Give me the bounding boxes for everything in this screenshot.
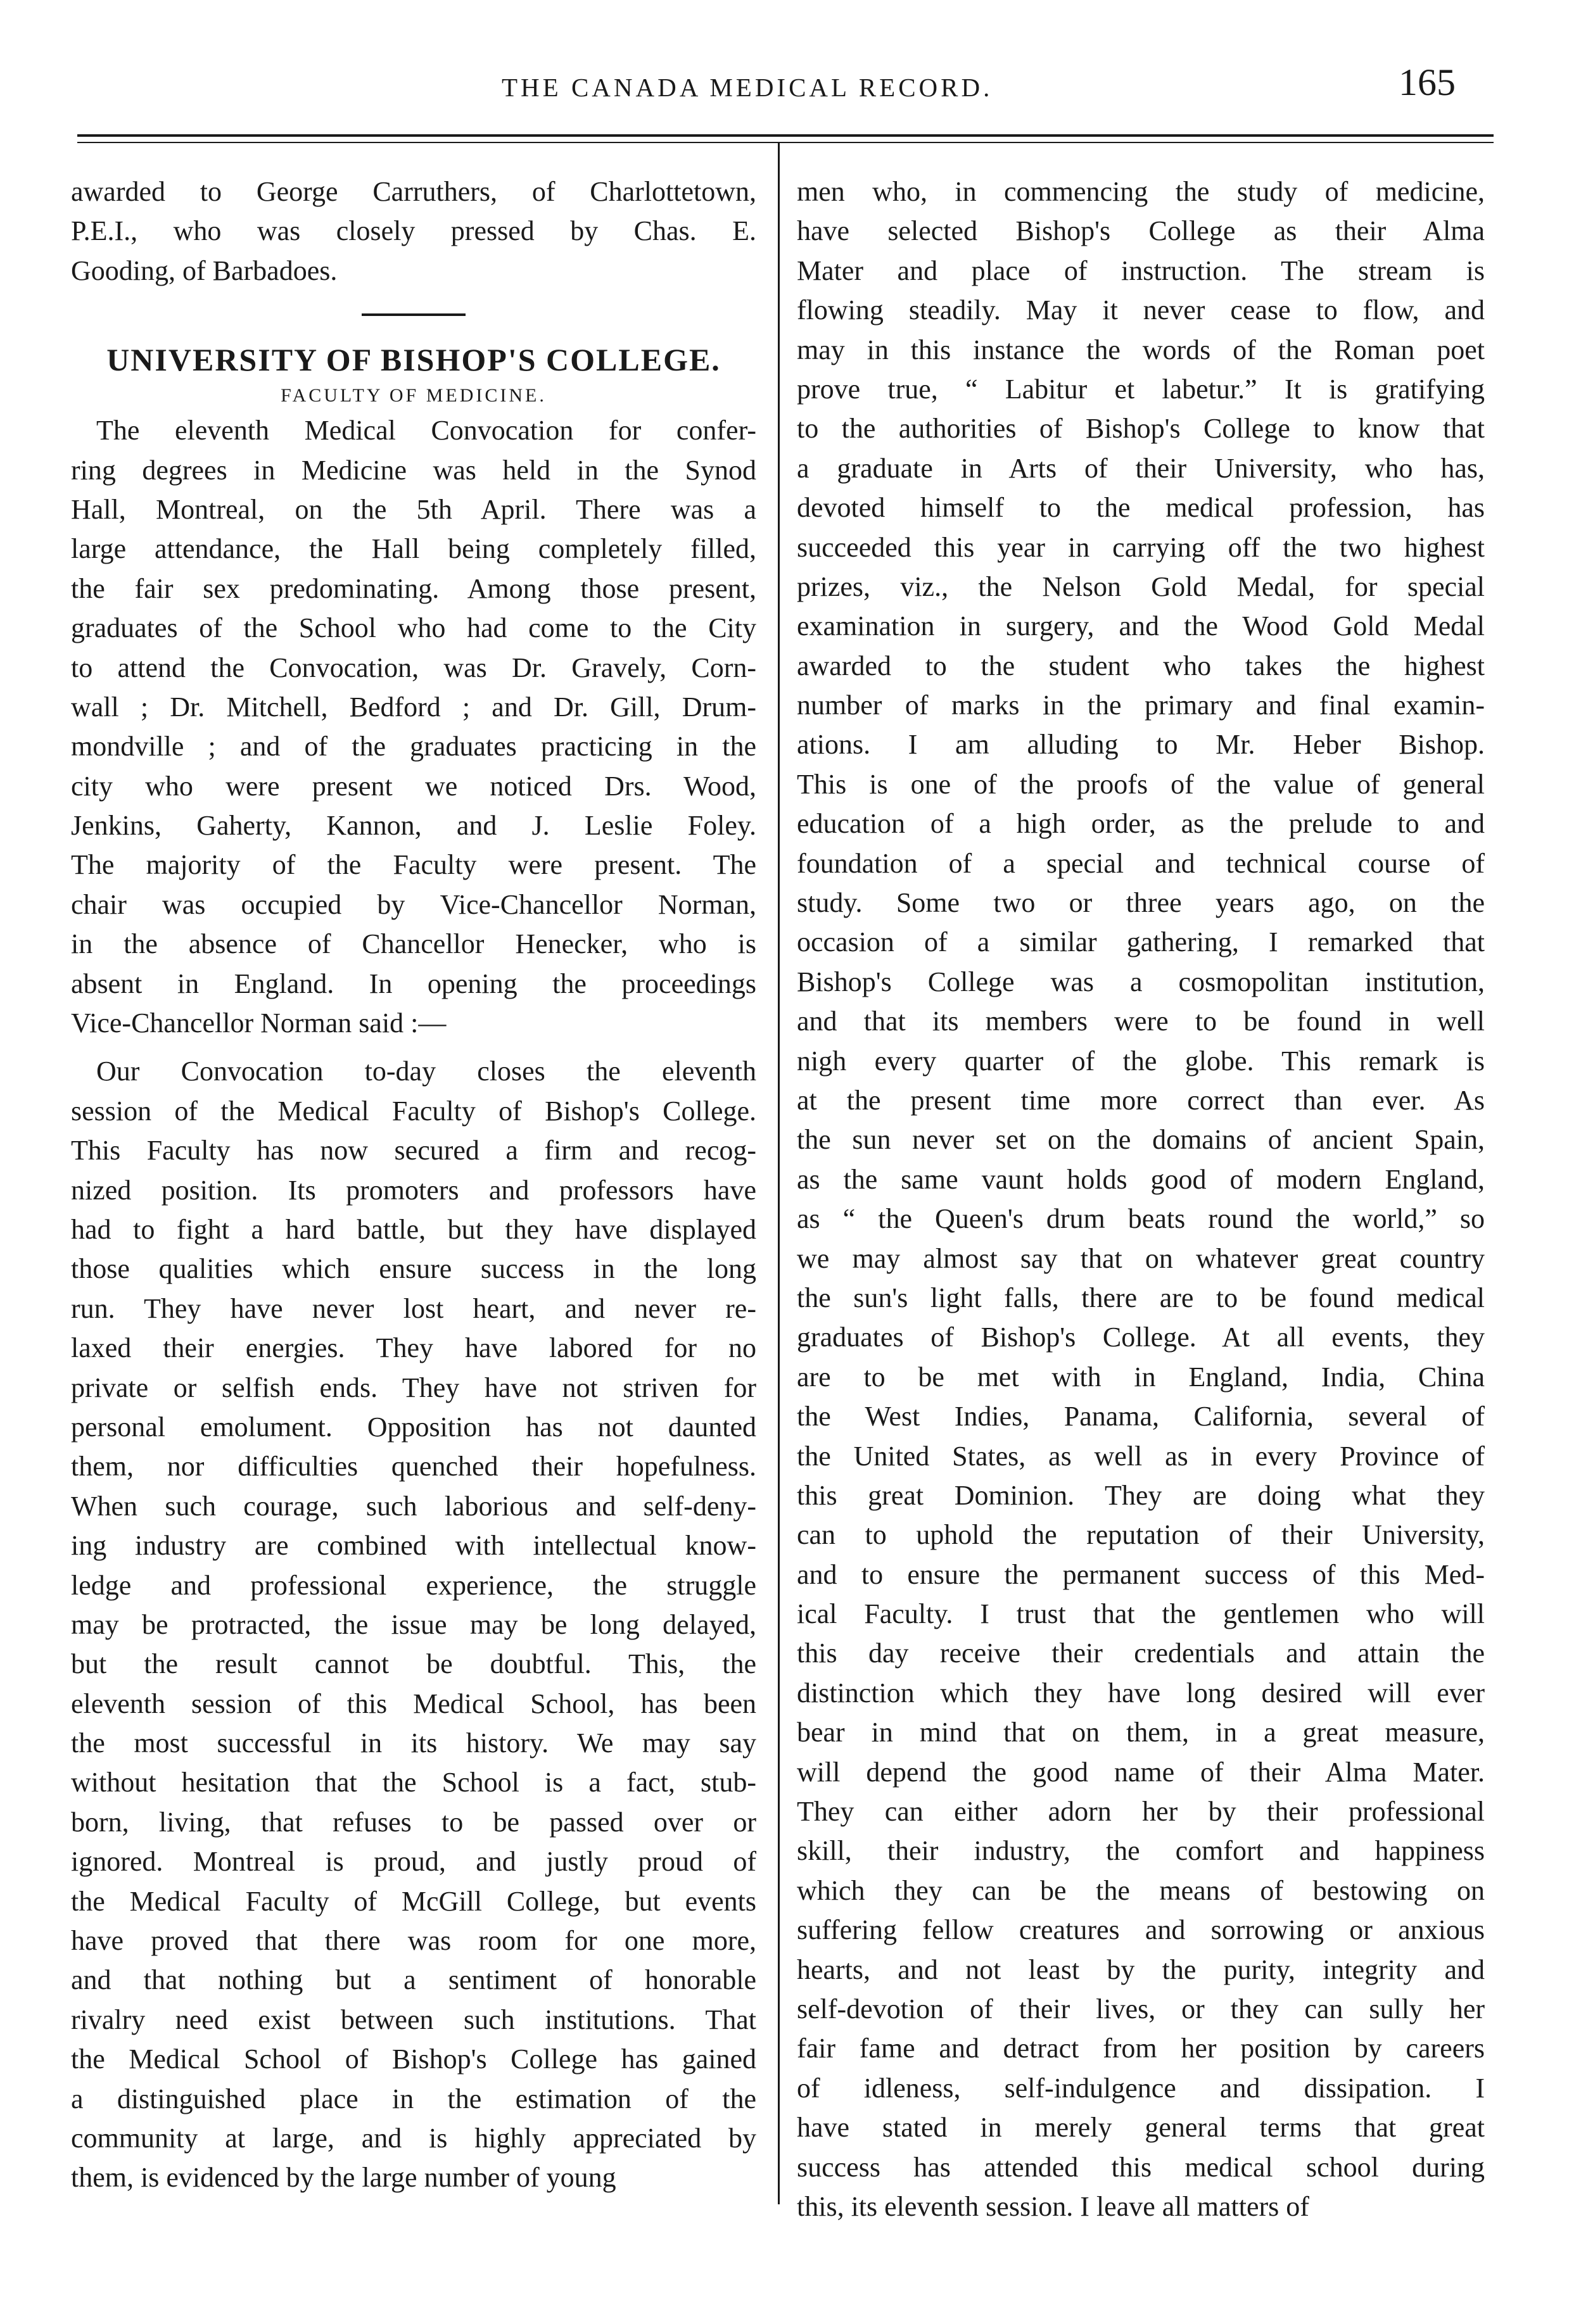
text-line: occasion of a similar gathering, I remarked that <box>797 926 1485 958</box>
text-line: laxed their energies. They have labored for no <box>71 1332 756 1364</box>
text-line: awarded to the student who takes the highest <box>797 650 1485 681</box>
text-line: This is one of the proofs of the value of general <box>797 768 1485 800</box>
text-line: bear in mind that on them, in a great measure, <box>797 1717 1485 1748</box>
text-line: to the authorities of Bishop's College to know that <box>797 413 1485 445</box>
text-line: the fair sex predominating. Among those present, <box>71 572 756 604</box>
text-line: examination in surgery, and the Wood Gold Medal <box>797 610 1485 642</box>
text-line: succeeded this year in carrying off the two highest <box>797 531 1485 563</box>
text-line: prove true, “ Labitur et labetur.” It is gratifying <box>797 373 1485 405</box>
text-line: city who were present we noticed Drs. Wood, <box>71 770 756 802</box>
text-line: chair was occupied by Vice-Chancellor Norman, <box>71 888 756 920</box>
text-line: nigh every quarter of the globe. This remark is <box>797 1045 1485 1077</box>
section-subtitle: FACULTY OF MEDICINE. <box>281 385 547 407</box>
text-line: at the present time more correct than ever. As <box>797 1084 1485 1116</box>
text-line: Vice-Chancellor Norman said :— <box>71 1007 447 1039</box>
text-line: those qualities which ensure success in the long <box>71 1253 756 1285</box>
text-line: distinction which they have long desired will ever <box>797 1677 1485 1708</box>
text-line: The eleventh Medical Convocation for confer- <box>96 415 756 446</box>
text-line: of idleness, self-indulgence and dissipation. I <box>797 2072 1485 2104</box>
text-line: without hesitation that the School is a fact, stub- <box>71 1767 756 1798</box>
text-line: we may almost say that on whatever great country <box>797 1242 1485 1274</box>
text-line: are to be met with in England, India, China <box>797 1361 1485 1393</box>
text-line: may in this instance the words of the Roman poet <box>797 334 1485 365</box>
text-line: ledge and professional experience, the struggle <box>71 1569 756 1601</box>
text-line: and to ensure the permanent success of this Med- <box>797 1558 1485 1590</box>
text-line: the sun never set on the domains of ancient Spain, <box>797 1124 1485 1156</box>
text-line: them, nor difficulties quenched their hopefulness. <box>71 1451 756 1482</box>
text-line: suffering fellow creatures and sorrowing or anxious <box>797 1914 1485 1946</box>
text-line: mondville ; and of the graduates practicing in the <box>71 731 756 762</box>
header-rule-thick <box>77 134 1494 137</box>
text-line: success has attended this medical school during <box>797 2151 1485 2183</box>
text-line: Hall, Montreal, on the 5th April. There was a <box>71 493 756 525</box>
text-line: but the result cannot be doubtful. This, the <box>71 1648 756 1680</box>
text-line: foundation of a special and technical course of <box>797 847 1485 879</box>
header-rule-thin <box>77 142 1494 143</box>
text-line: this day receive their credentials and attain the <box>797 1638 1485 1669</box>
text-line: Mater and place of instruction. The stream is <box>797 255 1485 286</box>
text-line: ations. I am alluding to Mr. Heber Bishop. <box>797 729 1485 761</box>
left-column <box>71 172 756 2198</box>
text-line: When such courage, such laborious and self-deny- <box>71 1490 756 1522</box>
text-line: nized position. Its promoters and professors have <box>71 1174 756 1206</box>
column-divider <box>778 143 780 2204</box>
text-line: run. They have never lost heart, and never re- <box>71 1292 756 1324</box>
text-line: men who, in commencing the study of medicine, <box>797 176 1485 207</box>
text-line: eleventh session of this Medical School, has been <box>71 1688 756 1719</box>
text-line: ignored. Montreal is proud, and justly proud of <box>71 1846 756 1878</box>
text-line: in the absence of Chancellor Henecker, who is <box>71 928 756 960</box>
paragraph-gap <box>71 1043 756 1052</box>
text-line: Gooding, of Barbadoes. <box>71 255 338 286</box>
text-line: private or selfish ends. They have not striven for <box>71 1372 756 1403</box>
convocation-paragraph <box>71 411 756 1043</box>
text-line: Jenkins, Gaherty, Kannon, and J. Leslie Foley. <box>71 810 756 842</box>
text-line: may be protracted, the issue may be long delayed, <box>71 1608 756 1640</box>
text-line: ing industry are combined with intellectual know- <box>71 1530 756 1562</box>
text-line: as “ the Queen's drum beats round the world,” so <box>797 1203 1485 1235</box>
text-line: hearts, and not least by the purity, integrity and <box>797 1954 1485 1985</box>
text-line: session of the Medical Faculty of Bishop's College. <box>71 1095 756 1127</box>
text-line: have proved that there was room for one more, <box>71 1925 756 1957</box>
text-line: The majority of the Faculty were present. The <box>71 849 756 881</box>
text-line: had to fight a hard battle, but they have displayed <box>71 1213 756 1245</box>
text-line: have stated in merely general terms that great <box>797 2112 1485 2144</box>
text-line: fair fame and detract from her position by careers <box>797 2033 1485 2064</box>
text-line: prizes, viz., the Nelson Gold Medal, for special <box>797 571 1485 602</box>
journal-title: THE CANADA MEDICAL RECORD. <box>502 73 993 102</box>
section-title: UNIVERSITY OF BISHOP'S COLLEGE. <box>106 342 721 378</box>
address-paragraph <box>71 1052 756 2197</box>
text-line: and that its members were to be found in well <box>797 1006 1485 1037</box>
text-line: skill, their industry, the comfort and happiness <box>797 1835 1485 1867</box>
text-line: rivalry need exist between such institutions. That <box>71 2004 756 2035</box>
text-line: wall ; Dr. Mitchell, Bedford ; and Dr. Gill, Drum- <box>71 691 756 723</box>
text-line: can to uphold the reputation of their University, <box>797 1519 1485 1551</box>
address-continuation <box>797 172 1485 2226</box>
text-line: Bishop's College was a cosmopolitan institution, <box>797 966 1485 997</box>
text-line: this great Dominion. They are doing what they <box>797 1479 1485 1511</box>
text-line: a distinguished place in the estimation of the <box>71 2083 756 2114</box>
text-line: large attendance, the Hall being completely filled, <box>71 533 756 565</box>
text-line: education of a high order, as the prelude to and <box>797 808 1485 840</box>
running-head <box>0 61 1581 118</box>
text-line: Our Convocation to-day closes the eleventh <box>96 1056 756 1087</box>
text-line: as the same vaunt holds good of modern England, <box>797 1163 1485 1195</box>
page-number: 165 <box>1399 61 1456 103</box>
text-line: born, living, that refuses to be passed over or <box>71 1806 756 1838</box>
text-line: personal emolument. Opposition has not daunted <box>71 1411 756 1443</box>
intro-paragraph <box>71 172 756 291</box>
text-line: graduates of Bishop's College. At all events, they <box>797 1322 1485 1353</box>
text-line: the West Indies, Panama, California, several of <box>797 1401 1485 1432</box>
text-line: to attend the Convocation, was Dr. Gravely, Corn- <box>71 652 756 683</box>
text-line: This Faculty has now secured a firm and recog- <box>71 1135 756 1166</box>
text-line: awarded to George Carruthers, of Charlottetown, <box>71 176 756 207</box>
text-line: graduates of the School who had come to the City <box>71 612 756 644</box>
text-line: P.E.I., who was closely pressed by Chas. E. <box>71 215 756 247</box>
text-line: ical Faculty. I trust that the gentlemen who will <box>797 1598 1485 1630</box>
text-line: which they can be the means of bestowing on <box>797 1874 1485 1906</box>
text-line: absent in England. In opening the proceedings <box>71 968 756 999</box>
text-line: and that nothing but a sentiment of honorable <box>71 1964 756 1996</box>
text-line: them, is evidenced by the large number of young <box>71 2162 616 2194</box>
right-column <box>797 172 1485 2226</box>
text-line: ring degrees in Medicine was held in the Synod <box>71 454 756 486</box>
text-line: will depend the good name of their Alma Mater. <box>797 1756 1485 1788</box>
text-line: the Medical School of Bishop's College has gained <box>71 2043 756 2075</box>
text-line: a graduate in Arts of their University, who has, <box>797 452 1485 484</box>
text-line: They can either adorn her by their professional <box>797 1796 1485 1828</box>
text-line: study. Some two or three years ago, on the <box>797 887 1485 919</box>
text-line: this, its eleventh session. I leave all matters of <box>797 2190 1309 2222</box>
text-line: the Medical Faculty of McGill College, but events <box>71 1885 756 1917</box>
text-line: flowing steadily. May it never cease to flow, and <box>797 294 1485 326</box>
text-line: devoted himself to the medical profession, has <box>797 492 1485 524</box>
text-line: have selected Bishop's College as their Alma <box>797 215 1485 247</box>
text-line: number of marks in the primary and final examin- <box>797 690 1485 721</box>
text-line: community at large, and is highly appreciated by <box>71 2122 756 2154</box>
text-line: the most successful in its history. We may say <box>71 1727 756 1759</box>
text-line: self-devotion of their lives, or they can sully her <box>797 1993 1485 2024</box>
section-separator <box>362 313 466 316</box>
text-line: the United States, as well as in every Province of <box>797 1440 1485 1472</box>
text-line: the sun's light falls, there are to be found medical <box>797 1282 1485 1313</box>
